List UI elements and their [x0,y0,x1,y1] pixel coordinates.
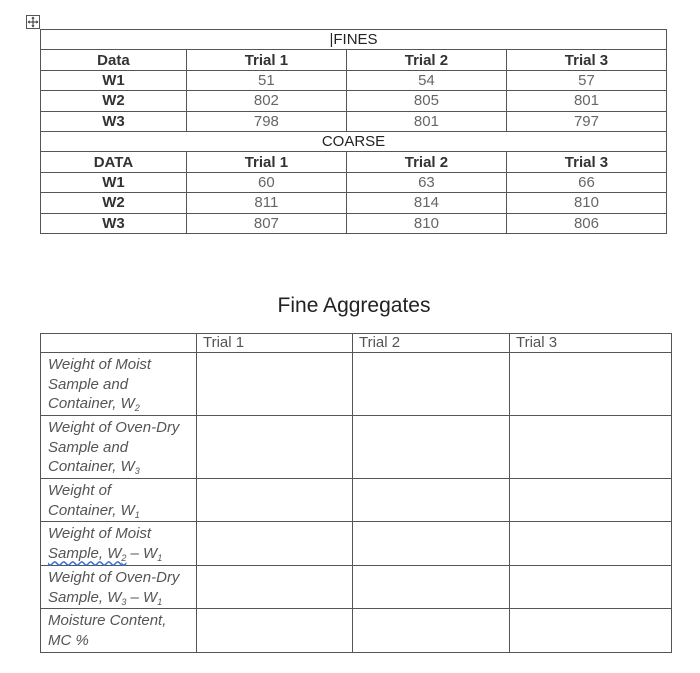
value-cell: 814 [346,193,506,213]
row-label: Weight of Oven-Dry Sample, $W_3 - W_1$ [41,566,197,609]
header-cell: Trial 1 [186,50,346,70]
header-cell-empty [41,334,197,353]
row-label: W2 [41,193,187,213]
value-cell: 805 [346,91,506,111]
input-cell[interactable] [510,609,672,653]
fine-aggregates-header-row [41,334,672,353]
value-cell: 51 [186,70,346,90]
coarse-title: COARSE [41,131,667,151]
input-cell[interactable] [197,566,353,609]
input-cell[interactable] [197,416,353,479]
header-cell: Trial 1 [197,334,353,353]
input-cell[interactable] [353,566,510,609]
coarse-title-row [41,131,667,151]
header-cell: Data [41,50,187,70]
row-label: W1 [41,172,187,192]
table-row [41,213,667,233]
value-cell: 63 [346,172,506,192]
row-label: W2 [41,91,187,111]
table-row [41,111,667,131]
row-label: W3 [41,111,187,131]
value-cell: 798 [186,111,346,131]
input-cell[interactable] [353,522,510,566]
table-move-handle-icon[interactable] [26,15,40,29]
value-cell: 807 [186,213,346,233]
row-label: Weight of Moist Sample and Container, $W_2$ [41,353,197,416]
input-cell[interactable] [353,416,510,479]
input-cell[interactable] [197,609,353,653]
header-cell: Trial 1 [186,152,346,172]
value-cell: 801 [506,91,666,111]
table-row [41,172,667,192]
row-label: W1 [41,70,187,90]
table-row [41,353,672,416]
value-cell: 811 [186,193,346,213]
fine-aggregates-table [40,333,672,653]
value-cell: 54 [346,70,506,90]
row-label: Moisture Content, MC % [41,609,197,653]
value-cell: 801 [346,111,506,131]
header-cell: Trial 3 [506,152,666,172]
header-cell: Trial 2 [346,50,506,70]
value-cell: 802 [186,91,346,111]
header-cell: Trial 2 [353,334,510,353]
header-cell: Trial 3 [506,50,666,70]
row-label: Weight of Oven-Dry Sample and Container, $W_3$ [41,416,197,479]
value-cell: 66 [506,172,666,192]
table-row [41,522,672,566]
value-cell: 60 [186,172,346,192]
value-cell: 806 [506,213,666,233]
header-cell: Trial 2 [346,152,506,172]
table-row [41,70,667,90]
header-cell: Trial 3 [510,334,672,353]
row-label: Weight of Moist Sample, $W_2 - W_1$ [41,522,197,566]
value-cell: 810 [346,213,506,233]
input-cell[interactable] [510,522,672,566]
input-cell[interactable] [197,353,353,416]
fine-aggregates-title: Fine Aggregates [277,294,431,317]
coarse-header-row [41,152,667,172]
input-cell[interactable] [510,353,672,416]
spellcheck-underlined-text[interactable]: Sample, $W_2$ [48,544,127,563]
row-label: W3 [41,213,187,233]
input-cell[interactable] [197,479,353,522]
table-row [41,193,667,213]
header-cell: DATA [41,152,187,172]
data-table [40,29,667,234]
input-cell[interactable] [353,353,510,416]
fines-header-row [41,50,667,70]
input-cell[interactable] [510,479,672,522]
input-cell[interactable] [510,566,672,609]
value-cell: 57 [506,70,666,90]
input-cell[interactable] [197,522,353,566]
input-cell[interactable] [353,609,510,653]
table-row [41,416,672,479]
table-row [41,566,672,609]
input-cell[interactable] [353,479,510,522]
fines-title-row [41,30,667,50]
table-row [41,479,672,522]
input-cell[interactable] [510,416,672,479]
value-cell: 810 [506,193,666,213]
table-row [41,609,672,653]
value-cell: 797 [506,111,666,131]
fines-title: |FINES [41,30,667,50]
row-label: Weight of Container, $W_1$ [41,479,197,522]
table-row [41,91,667,111]
